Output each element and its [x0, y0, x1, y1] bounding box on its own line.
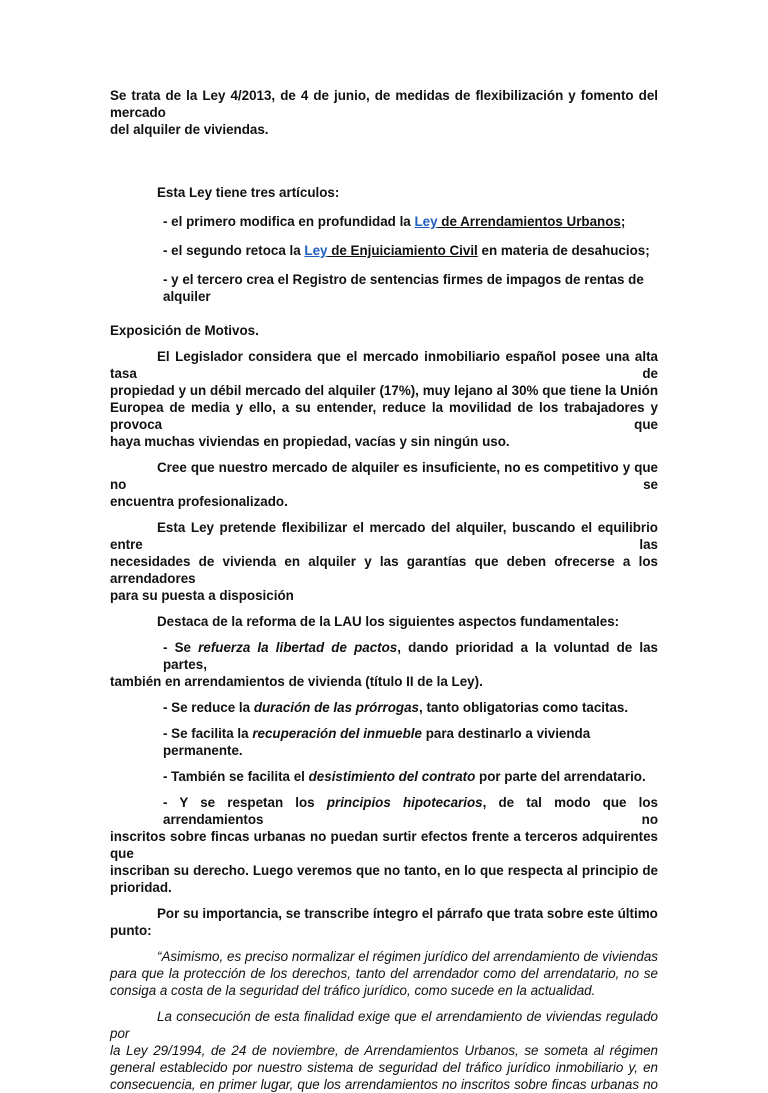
- articles-heading: Esta Ley tiene tres artículos:: [157, 185, 340, 200]
- article-item-text: en materia de desahucios;: [477, 243, 650, 258]
- text-line: inscriban su derecho. Luego veremos que no tanto, en lo que respecta al principio de: [110, 863, 658, 878]
- bullet-3: [110, 725, 658, 759]
- text-line: La consecución de esta finalidad exige que el arrendamiento de viviendas regulado por: [110, 1009, 658, 1041]
- intro-line: Se trata de la Ley 4/2013, de 4 de junio, de medidas de flexibilización y fomento del mercado: [110, 88, 658, 120]
- text-line: propiedad y un débil mercado del alquiler (17%), muy lejano al 30% que tiene la Unión: [110, 383, 658, 398]
- text-line: para su puesta a disposición: [110, 588, 294, 603]
- bullet-text: - Y se respetan los: [163, 795, 327, 810]
- text-line: general establecido por nuestro sistema de seguridad del tráfico jurídico inmobiliario y, en: [110, 1060, 658, 1075]
- intro-line: del alquiler de viviendas.: [110, 122, 269, 137]
- bullet-text: - Se facilita la: [163, 726, 253, 741]
- law-name: de Arrendamientos Urbanos: [437, 214, 621, 229]
- paragraph-1: [110, 348, 658, 450]
- text-line: [110, 794, 658, 828]
- article-item-1: [110, 213, 658, 230]
- bullet-emphasis: duración de las prórrogas: [253, 700, 420, 715]
- text-line: [110, 639, 658, 673]
- paragraph-5: Por su importancia, se transcribe íntegro el párrafo que trata sobre este último punto:: [110, 906, 658, 938]
- law-name: de Enjuiciamiento Civil: [327, 243, 478, 258]
- article-item-3: - y el tercero crea el Registro de sentencias firmes de impagos de rentas de alquiler: [163, 272, 644, 304]
- bullet-text: - Se reduce la: [163, 700, 254, 715]
- article-item-text: ;: [620, 214, 626, 229]
- text-line: la Ley 29/1994, de 24 de noviembre, de Arrendamientos Urbanos, se someta al régimen: [110, 1043, 658, 1058]
- ley-link[interactable]: Ley: [414, 214, 438, 229]
- bullet-2: [110, 699, 658, 716]
- section-heading: Exposición de Motivos.: [110, 323, 259, 338]
- paragraph-4: Destaca de la reforma de la LAU los siguientes aspectos fundamentales:: [157, 614, 620, 629]
- text-line: “Asimismo, es preciso normalizar el régimen jurídico del arrendamiento de viviendas: [157, 949, 658, 964]
- text-line: Esta Ley pretende flexibilizar el mercado del alquiler, buscando el equilibrio entre las: [110, 520, 658, 552]
- bullet-emphasis: recuperación del inmueble: [252, 726, 422, 741]
- text-line: Cree que nuestro mercado de alquiler es insuficiente, no es competitivo y que no se: [110, 460, 658, 492]
- text-line: prioridad.: [110, 880, 172, 895]
- quote-paragraph-1: [110, 948, 658, 999]
- bullet-emphasis: desistimiento del contrato: [308, 769, 476, 784]
- quote-paragraph-2: [110, 1008, 658, 1093]
- bullet-emphasis: refuerza la libertad de pactos: [198, 640, 398, 655]
- article-item-text: - el primero modifica en profundidad la: [163, 214, 415, 229]
- bullet-text: , tanto obligatorias como tacitas.: [419, 700, 629, 715]
- article-item-2: [110, 242, 658, 259]
- bullet-text: - Se: [163, 640, 199, 655]
- text-line: encuentra profesionalizado.: [110, 494, 288, 509]
- text-line: El Legislador considera que el mercado inmobiliario español posee una alta tasa de: [110, 349, 658, 381]
- exposicion-section: [110, 322, 658, 1093]
- bullet-1: [110, 639, 658, 690]
- text-line: consecuencia, en primer lugar, que los arrendamientos no inscritos sobre fincas urbanas no: [110, 1077, 658, 1092]
- paragraph-3: [110, 519, 658, 604]
- text-line: consiga a costa de la seguridad del tráfico jurídico, como sucede en la actualidad.: [110, 983, 596, 998]
- intro-paragraph: [110, 87, 658, 138]
- bullet-emphasis: principios hipotecarios: [326, 795, 483, 810]
- text-line: haya muchas viviendas en propiedad, vacías y sin ningún uso.: [110, 434, 510, 449]
- text-line: necesidades de vivienda en alquiler y las garantías que deben ofrecerse a los arrendadores: [110, 554, 658, 586]
- bullet-text: - También se facilita el: [163, 769, 309, 784]
- text-line: Europea de media y ello, a su entender, reduce la movilidad de los trabajadores y provoca que: [110, 400, 658, 432]
- bullet-4: [110, 768, 658, 785]
- ley-link[interactable]: Ley: [304, 243, 328, 258]
- bullet-5: [110, 794, 658, 896]
- article-item-text: - el segundo retoca la: [163, 243, 305, 258]
- bullet-text: , de tal modo que los arrendamientos no: [163, 795, 658, 827]
- bullet-text: por parte del arrendatario.: [475, 769, 646, 784]
- articles-section: [110, 184, 658, 305]
- text-line: inscritos sobre fincas urbanas no puedan surtir efectos frente a terceros adquirentes que: [110, 829, 658, 861]
- text-line: para que la protección de los derechos, tanto del arrendador como del arrendatario, no se: [110, 966, 658, 981]
- bullet-text: , dando prioridad a la voluntad de las partes,: [163, 640, 658, 672]
- text-line: también en arrendamientos de vivienda (título II de la Ley).: [110, 674, 483, 689]
- bullet-text: para destinarlo a vivienda permanente.: [163, 726, 591, 758]
- paragraph-2: [110, 459, 658, 510]
